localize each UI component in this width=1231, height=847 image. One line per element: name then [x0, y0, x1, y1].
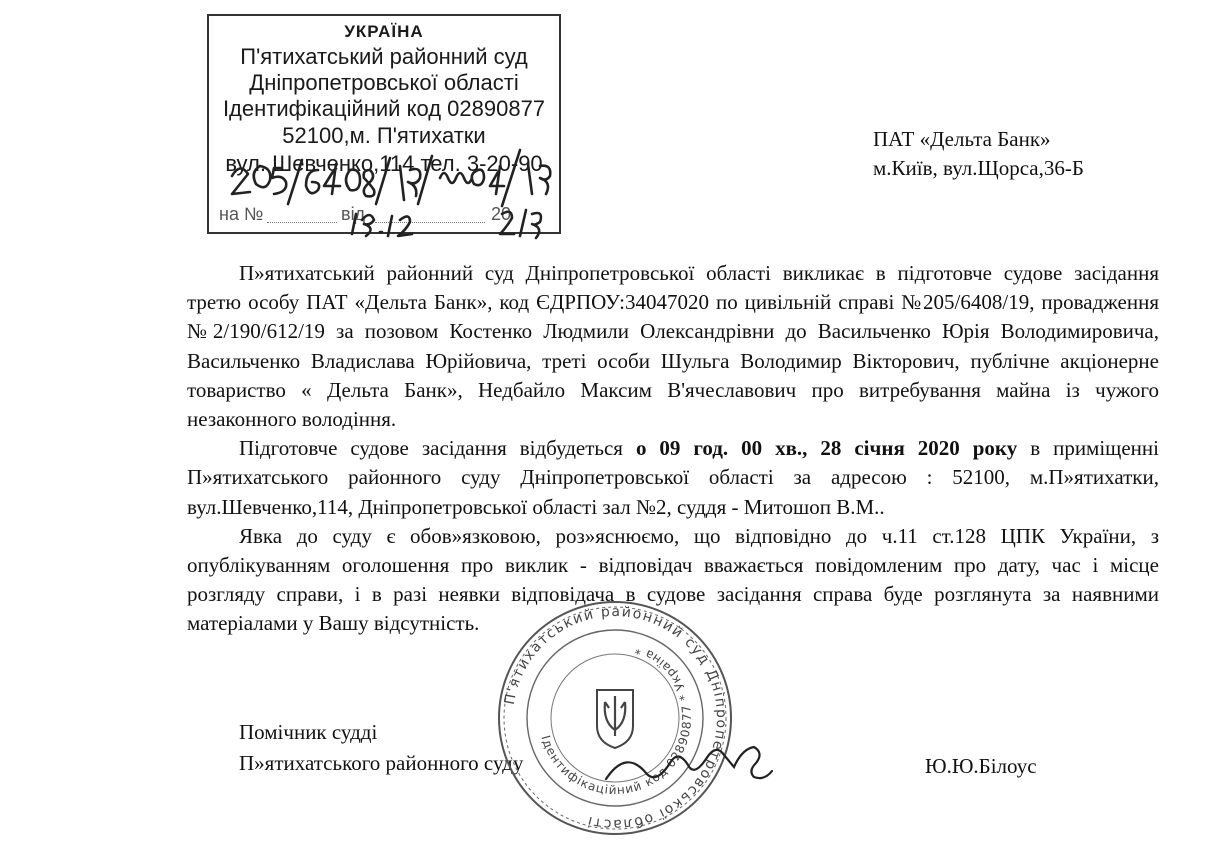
stamp-from-label: від [341, 204, 366, 224]
signature-scribble [600, 735, 780, 795]
addressee-address: м.Київ, вул.Щорса,36-Б [873, 156, 1084, 180]
stamp-court-name: П'ятихатський районний суд [240, 44, 528, 69]
hearing-datetime: о 09 год. 00 хв., 28 січня 2020 року [635, 436, 1018, 461]
signer-position [239, 717, 523, 779]
handwritten-registration [210, 140, 630, 240]
body-paragraph-3: Явка до суду є обов»язковою, роз»яснюємо, що відповідно до ч.11 ст.128 ЦПК України, з опублікуванням оголошення про виклик - відповідач вважається повідомленим про дату, час і місце розгляду справи, і в разі неявки відповідача в судове засідання справа буде розглянута за наявними матеріалами у Вашу відсутність. [187, 523, 1159, 636]
hearing-intro: Підготовче судове засідання відбудеться [239, 436, 636, 461]
signer-position-line1: Помічник судді [239, 720, 378, 744]
body-paragraph-1: П»ятихатський районний суд Дніпропетровської області викликає в підготовче судове засідання третю особу ПАТ «Дельта Банк», код ЄДРПОУ:34047020 по цивільній справі №205/6408/19, провадження №2/190/612/19 за позовом Костенко Людмили Олександрівни до Васильченко Юрія Володимировича, Васильченко Владислава Юрійовича, треті особи Шульга Володимир Вікторович, публічне акціонерне товариство « Дельта Банк», Недбайло Максим В'ячеславович про витребування майна із чужого незаконного володіння. [187, 261, 1159, 432]
seal-outer-text: П'ятихатський районний суд Дніпропетровської області [501, 603, 730, 833]
body-paragraph-2 [187, 434, 1159, 522]
hearing-location: в приміщенні П»ятихатського районного суду Дніпропетровської області за адресою : 52100, м.П»ятихатки, вул.Шевченко,114, Дніпропетровської області зал №2, суддя - Митошоп В.М.. [187, 436, 1159, 519]
stamp-country: УКРАЇНА [344, 22, 424, 41]
signer-position-line2: П»ятихатського районного суду [239, 751, 524, 775]
seal-inner-text: Ідентифікаційний код 02890877 * Україна * [538, 642, 695, 798]
signer-name: Ю.Ю.Білоус [925, 754, 1037, 778]
stamp-year-label: 20 [491, 204, 512, 224]
summons-body [187, 259, 1159, 639]
stamp-region: Дніпропетровської області [249, 70, 519, 95]
addressee-block [873, 125, 1084, 183]
stamp-id-code: Ідентифікаційний код 02890877 [222, 96, 546, 121]
addressee-name: ПАТ «Дельта Банк» [873, 127, 1051, 151]
court-seal [495, 598, 735, 838]
stamp-street-phone: вул. Шевченко,114 тел. 3-20-90 [225, 151, 543, 176]
stamp-number-label: на № [219, 204, 264, 224]
stamp-city: 52100,м. П'ятихатки [282, 123, 486, 148]
